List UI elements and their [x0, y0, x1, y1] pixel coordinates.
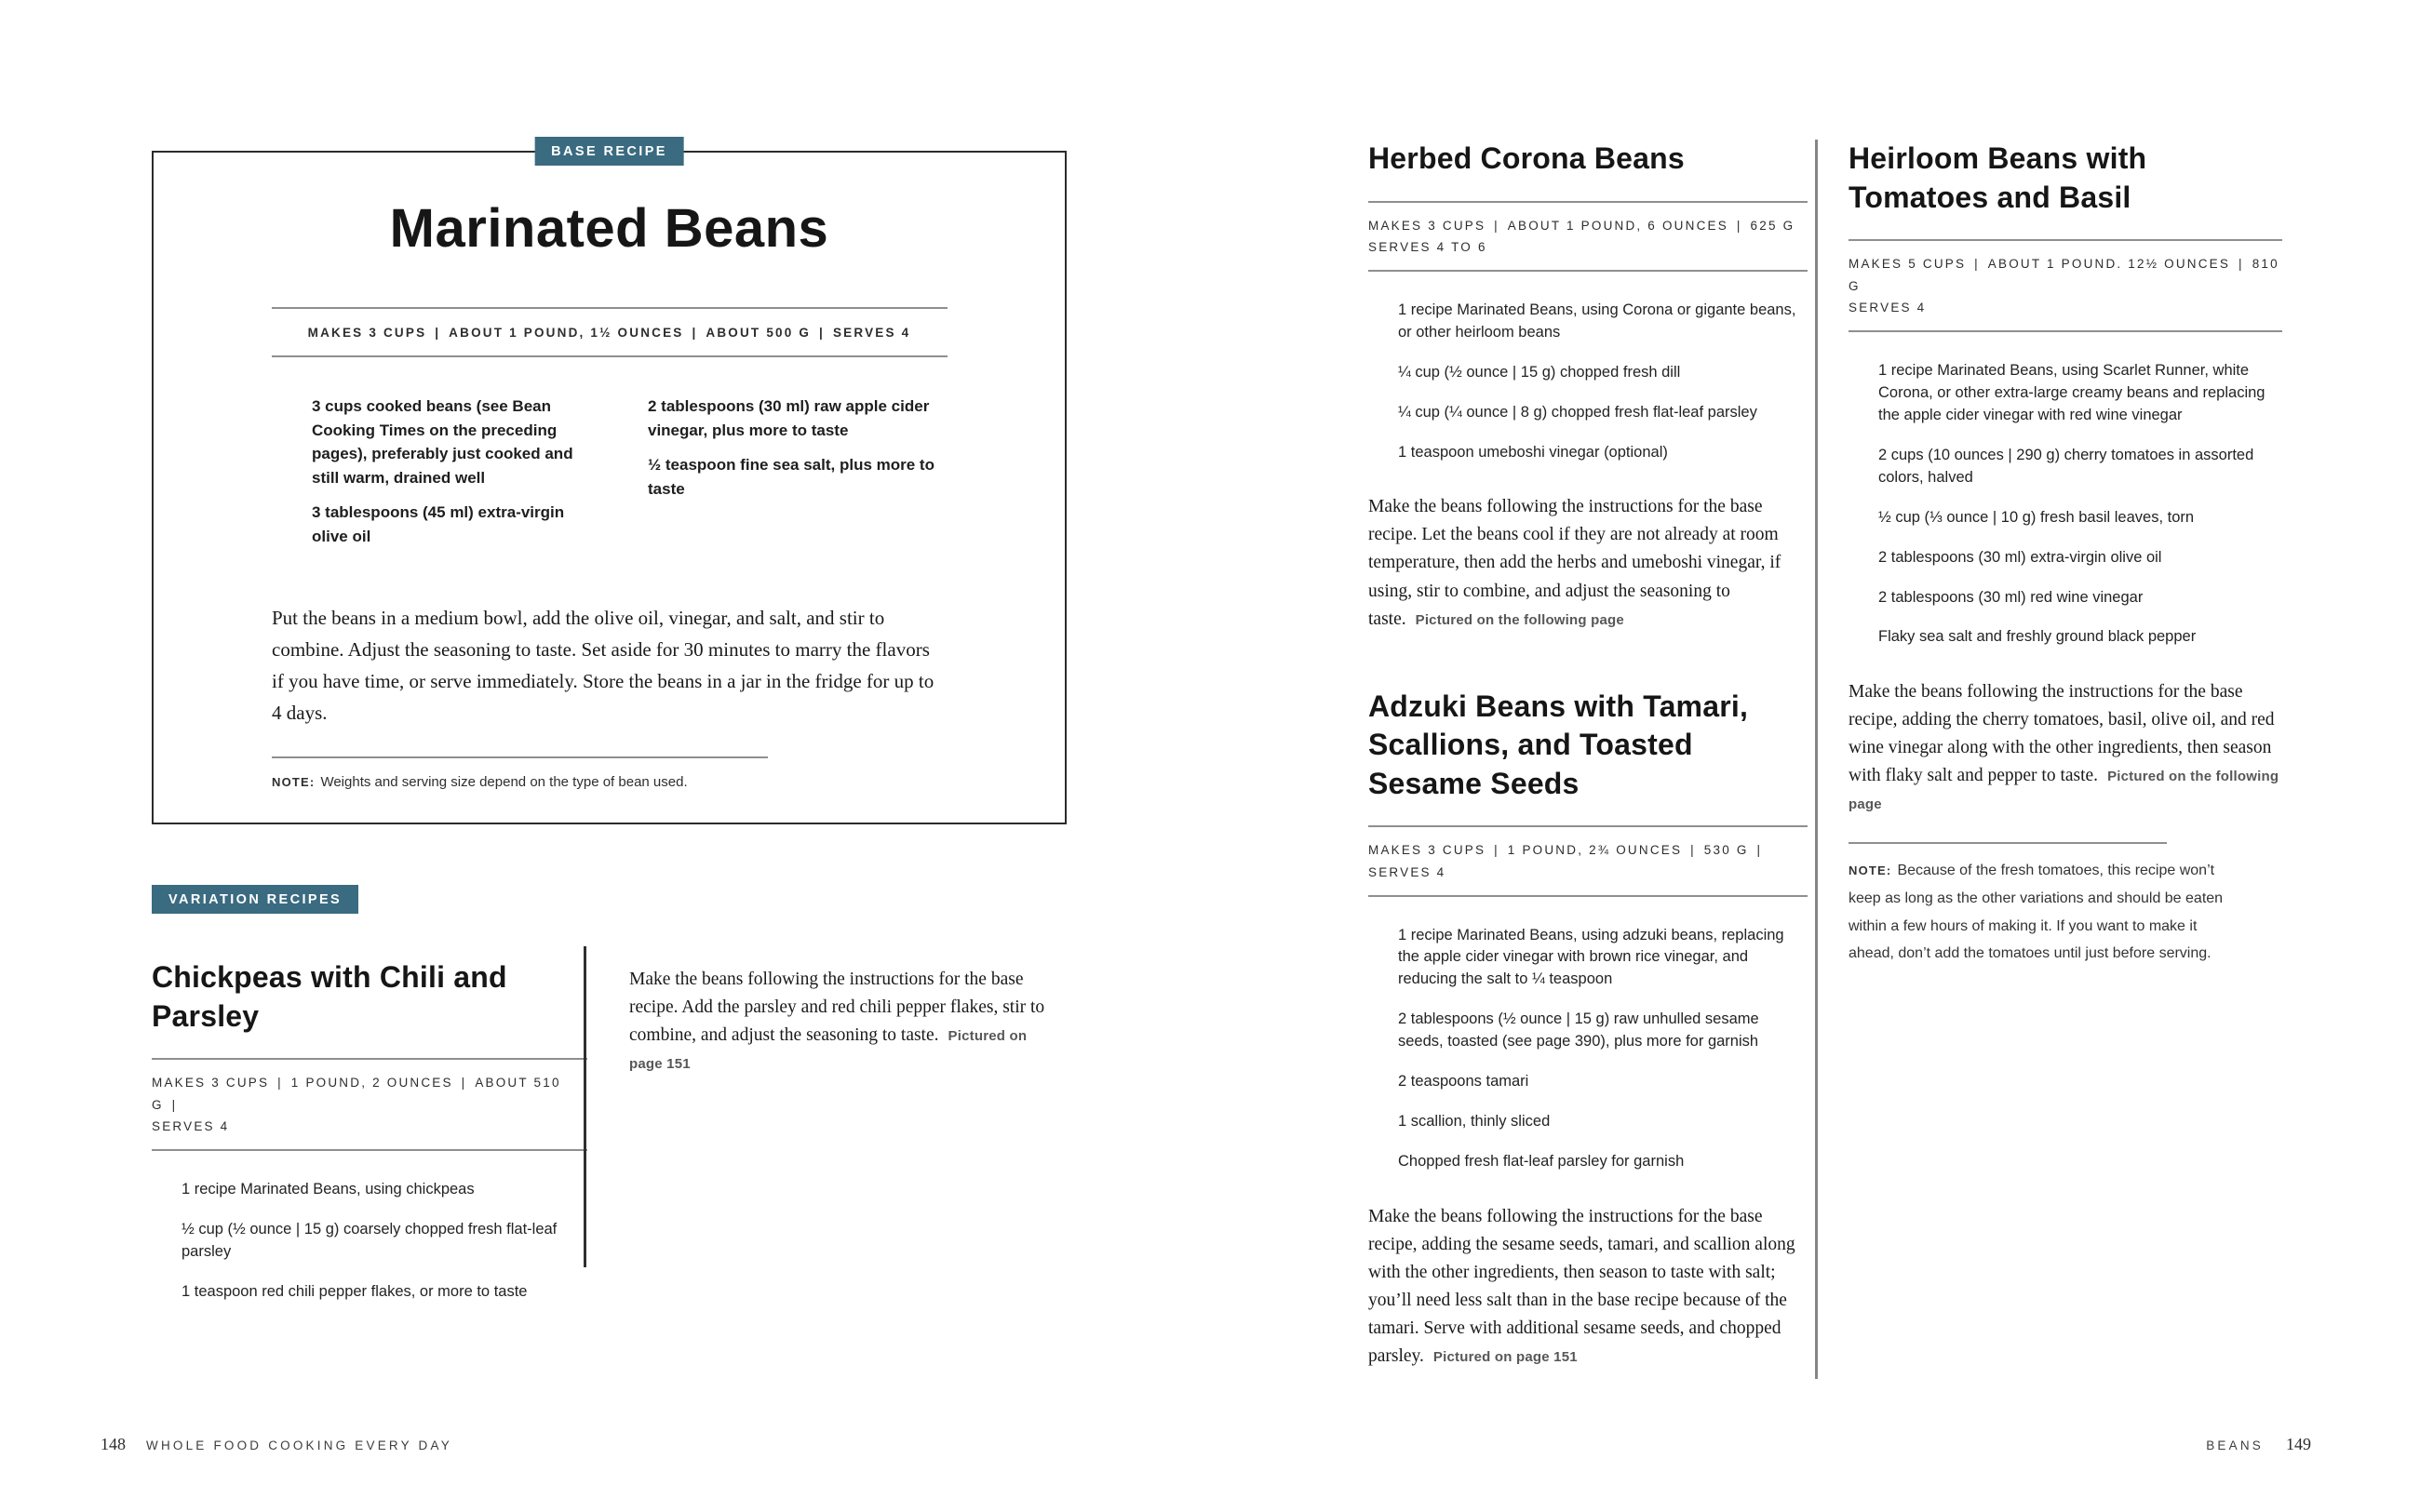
- instructions-text: Make the beans following the instructions for the base recipe. Add the parsley and red chili pepper flakes, stir to combine, and adjust the seasoning to taste.: [629, 970, 1045, 1046]
- yield-line-1: MAKES 3 CUPS | ABOUT 1 POUND, 6 OUNCES | 625 G: [1368, 218, 1795, 233]
- footer-left: [101, 1435, 452, 1454]
- recipe-title: Chickpeas with Chili and Parsley: [152, 960, 507, 1033]
- ingredient-item: ½ cup (⅓ ounce | 10 g) fresh basil leaves, torn: [1878, 508, 2195, 526]
- ingredient-item: 1 scallion, thinly sliced: [1398, 1113, 1551, 1131]
- note-label: NOTE:: [1849, 863, 1892, 878]
- yield-line-1: MAKES 3 CUPS | 1 POUND, 2 OUNCES | ABOUT 510 G |: [152, 1076, 561, 1112]
- note-divider: [1849, 842, 2167, 844]
- running-head: BEANS: [2206, 1438, 2264, 1452]
- page-number: 149: [2286, 1435, 2311, 1453]
- ingredient-item: 1 recipe Marinated Beans, using chickpeas: [182, 1181, 475, 1198]
- pictured-reference: Pictured on page 151: [1432, 1349, 1578, 1366]
- recipe-title: Herbed Corona Beans: [1368, 141, 1685, 175]
- recipe-note: [1849, 857, 2232, 967]
- base-recipe-card: [152, 144, 1067, 824]
- ingredient-item: 1 recipe Marinated Beans, using adzuki beans, replacing the apple cider vinegar with brown rice vinegar, and reducing the salt to ¼ teaspoon: [1398, 926, 1784, 988]
- ingredient-item: 1 recipe Marinated Beans, using Scarlet Runner, white Corona, or other extra-large creamy beans and replacing the apple cider vinegar with red wine vinegar: [1878, 362, 2265, 423]
- column-divider: [1815, 140, 1818, 1379]
- ingredient-item: 2 tablespoons (½ ounce | 15 g) raw unhulled sesame seeds, toasted (see page 390), plus more for garnish: [1398, 1010, 1759, 1050]
- ingredient-item: 2 teaspoons tamari: [1398, 1073, 1529, 1091]
- recipe-instructions: [1368, 493, 1808, 633]
- page-number: 148: [101, 1435, 126, 1453]
- ingredient-item: 2 tablespoons (30 ml) raw apple cider vinegar, plus more to taste: [648, 397, 930, 439]
- base-recipe-instructions: Put the beans in a medium bowl, add the olive oil, vinegar, and salt, and stir to combine. Adjust the seasoning to taste. Set aside for 30 minutes to marry the flavors if you have time, or serve immediately. Store the beans in a jar in the fridge for up to 4 days.: [272, 607, 934, 725]
- recipe-yield-line: [1849, 239, 2282, 332]
- ingredient-item: Flaky sea salt and freshly ground black pepper: [1878, 628, 2197, 646]
- ingredient-item: 1 recipe Marinated Beans, using Corona or gigante beans, or other heirloom beans: [1398, 301, 1796, 341]
- ingredient-column-right: [648, 395, 944, 559]
- ingredient-item: 2 tablespoons (30 ml) extra-virgin olive oil: [1878, 548, 2162, 566]
- instructions-text: Make the beans following the instructions for the base recipe. Let the beans cool if they are not already at room temperature, then add the herbs and umeboshi vinegar, if using, stir to combine, and adjust the seasoning to taste.: [1368, 497, 1781, 629]
- ingredient-item: 3 tablespoons (45 ml) extra-virgin olive oil: [312, 503, 565, 545]
- recipe-instructions: [1849, 678, 2282, 818]
- recipe-chickpeas: [152, 958, 587, 1304]
- ingredient-item: 1 teaspoon umeboshi vinegar (optional): [1398, 443, 1668, 461]
- ingredient-item: 2 tablespoons (30 ml) red wine vinegar: [1878, 588, 2144, 606]
- right-page-column-b: [1849, 140, 2282, 983]
- note-label: NOTE:: [272, 775, 316, 790]
- ingredient-item: 3 cups cooked beans (see Bean Cooking Times on the preceding pages), preferably just cooked and still warm, drained well: [312, 397, 573, 487]
- note-text: Weights and serving size depend on the type of bean used.: [320, 774, 688, 791]
- ingredient-list: [1368, 300, 1808, 464]
- pictured-reference: Pictured on the following page: [1415, 611, 1624, 628]
- ingredient-list: [1849, 360, 2282, 649]
- instructions-text: Make the beans following the instructions for the base recipe, adding the cherry tomatoes, basil, olive oil, and red wine vinegar along with the other ingredients, then season with flaky salt and pepper to taste.: [1849, 682, 2275, 786]
- yield-line-2: SERVES 4 TO 6: [1368, 240, 1487, 255]
- pictured-reference: Pictured on the following page: [1849, 769, 2279, 813]
- recipe-yield-line: [152, 1058, 587, 1151]
- column-divider: [584, 946, 586, 1267]
- recipe-instructions: [1368, 1203, 1808, 1371]
- variation-recipes-badge: VARIATION RECIPES: [152, 885, 358, 914]
- ingredient-item: Chopped fresh flat-leaf parsley for garnish: [1398, 1153, 1685, 1171]
- base-ingredient-columns: [154, 395, 1065, 559]
- yield-line-1: MAKES 3 CUPS | 1 POUND, 2¾ OUNCES | 530 G | SERVES 4: [1368, 843, 1771, 879]
- ingredient-column-left: [312, 395, 602, 559]
- ingredient-item: ½ cup (½ ounce | 15 g) coarsely chopped fresh flat-leaf parsley: [182, 1220, 558, 1260]
- base-recipe-yield-line: MAKES 3 CUPS | ABOUT 1 POUND, 1½ OUNCES | ABOUT 500 G | SERVES 4: [272, 307, 948, 358]
- recipe-yield-line: [1368, 201, 1808, 272]
- ingredient-item: 1 teaspoon red chili pepper flakes, or more to taste: [182, 1282, 528, 1300]
- recipe-yield-line: [1368, 825, 1808, 896]
- base-recipe-title: Marinated Beans: [389, 198, 829, 259]
- note-divider: [272, 756, 768, 758]
- recipe-instructions: [629, 966, 1046, 1077]
- recipe-title: Adzuki Beans with Tamari, Scallions, and Toasted Sesame Seeds: [1368, 689, 1749, 800]
- running-head: WHOLE FOOD COOKING EVERY DAY: [146, 1438, 452, 1452]
- instructions-text: Make the beans following the instructions for the base recipe, adding the sesame seeds, tamari, and scallion along with the other ingredients, then season to taste with salt; you’ll need less salt than in the base recipe because of the tamari. Serve with additional sesame seeds, and chopped parsley.: [1368, 1206, 1795, 1367]
- pictured-reference: Pictured on page 151: [629, 1028, 1028, 1073]
- base-recipe-note: [272, 771, 1065, 793]
- footer-right: [2206, 1435, 2311, 1454]
- recipe-title: Heirloom Beans with Tomatoes and Basil: [1849, 141, 2147, 214]
- ingredient-item: ½ teaspoon fine sea salt, plus more to taste: [648, 456, 934, 498]
- ingredient-list: [152, 1179, 587, 1304]
- ingredient-item: ¼ cup (½ ounce | 15 g) chopped fresh dill: [1398, 363, 1681, 381]
- right-page-column-a: [1368, 140, 1808, 1371]
- ingredient-item: ¼ cup (¼ ounce | 8 g) chopped fresh flat-leaf parsley: [1398, 403, 1757, 421]
- ingredient-item: 2 cups (10 ounces | 290 g) cherry tomatoes in assorted colors, halved: [1878, 446, 2254, 486]
- yield-line-1: MAKES 5 CUPS | ABOUT 1 POUND. 12½ OUNCES | 810 G: [1849, 257, 2279, 293]
- ingredient-list: [1368, 925, 1808, 1173]
- base-recipe-badge: BASE RECIPE: [534, 137, 684, 166]
- yield-line-2: SERVES 4: [1849, 301, 1927, 315]
- yield-line-2: SERVES 4: [152, 1119, 230, 1134]
- note-text: Because of the fresh tomatoes, this recipe won’t keep as long as the other variations and should be eaten within a few hours of making it. If you want to make it ahead, don’t add the tomatoes until just before serving.: [1849, 863, 2224, 962]
